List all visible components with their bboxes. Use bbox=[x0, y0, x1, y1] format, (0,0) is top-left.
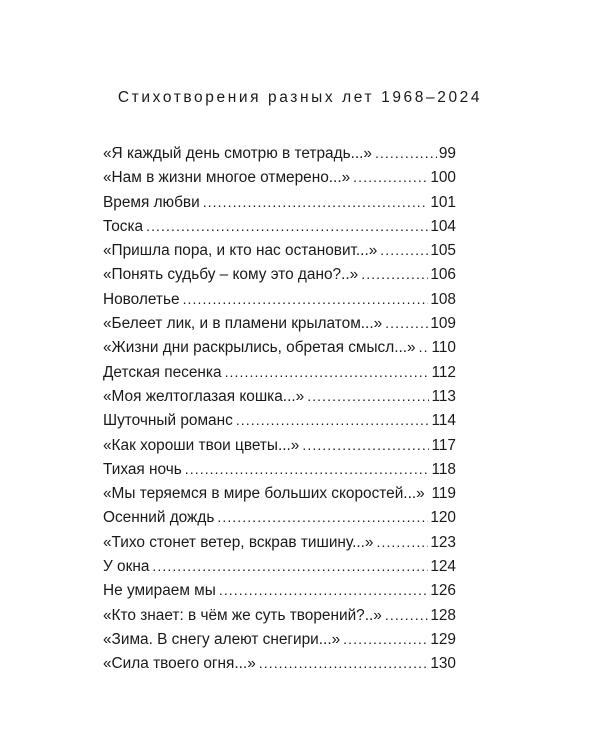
dot-leader bbox=[375, 141, 437, 165]
dot-leader bbox=[343, 627, 428, 651]
toc-entry-page-number: 126 bbox=[430, 582, 456, 600]
toc-entry-title: «Тихо стонет ветер, вскрав тишину...» bbox=[103, 533, 374, 551]
toc-entry-page-number: 104 bbox=[430, 217, 456, 235]
toc-entry-page-number: 123 bbox=[430, 533, 456, 551]
toc-entry-page-number: 110 bbox=[431, 339, 456, 357]
dot-leader bbox=[302, 433, 429, 457]
dot-leader bbox=[353, 165, 428, 189]
toc-entry bbox=[103, 190, 456, 214]
toc-entry bbox=[103, 651, 456, 675]
toc-entry-page-number: 117 bbox=[431, 436, 456, 454]
toc-entry bbox=[103, 627, 456, 651]
toc-entry-title: Новолетье bbox=[103, 290, 180, 308]
dot-leader bbox=[152, 554, 428, 578]
toc-entry bbox=[103, 481, 456, 505]
toc-entry bbox=[103, 262, 456, 286]
toc-entry-title: «Я каждый день смотрю в тетрадь...» bbox=[103, 145, 372, 162]
dot-leader bbox=[219, 578, 428, 602]
dot-leader bbox=[185, 457, 430, 481]
toc-entry-page-number: 106 bbox=[430, 266, 456, 284]
dot-leader bbox=[236, 408, 430, 432]
toc-entry-page-number: 128 bbox=[430, 606, 456, 624]
toc-entry bbox=[103, 287, 456, 311]
toc-entry-title: Время любви bbox=[103, 193, 200, 211]
toc-entry-page-number: 101 bbox=[430, 193, 456, 211]
toc-entry-title: «Моя желтоглазая кошка...» bbox=[103, 387, 305, 405]
toc-entry-page-number: 124 bbox=[430, 558, 456, 576]
toc-entry bbox=[103, 457, 456, 481]
toc-entry-title: «Белеет лик, и в пламени крылатом...» bbox=[103, 315, 383, 333]
dot-leader bbox=[146, 214, 428, 238]
toc-entry bbox=[103, 530, 456, 554]
dot-leader bbox=[385, 603, 428, 627]
toc-entry-page-number: 105 bbox=[430, 242, 456, 260]
toc-entry bbox=[103, 505, 456, 529]
toc-entry bbox=[103, 408, 456, 432]
toc-entry bbox=[103, 214, 456, 238]
toc-entry-page-number: 100 bbox=[430, 169, 456, 187]
toc-entry bbox=[103, 578, 456, 602]
toc-entry-title: «Мы теряемся в мире больших скоростей...» bbox=[103, 485, 425, 503]
toc-entry-page-number: 113 bbox=[431, 387, 456, 405]
toc-entry-page-number: 129 bbox=[430, 630, 456, 648]
toc-entry-page-number: 112 bbox=[431, 363, 456, 381]
dot-leader bbox=[376, 530, 428, 554]
toc-entry-title: Не умираем мы bbox=[103, 582, 216, 600]
toc-entry bbox=[103, 360, 456, 384]
dot-leader bbox=[428, 481, 430, 505]
toc-entry bbox=[103, 554, 456, 578]
toc-entry bbox=[103, 311, 456, 335]
section-title: Стихотворения разных лет 1968–2024 bbox=[117, 89, 483, 106]
toc-entry-title: Шуточный романс bbox=[103, 412, 233, 430]
toc-entry bbox=[103, 603, 456, 627]
dot-leader bbox=[259, 651, 429, 675]
dot-leader bbox=[380, 238, 428, 262]
dot-leader bbox=[225, 360, 430, 384]
toc-entry bbox=[103, 384, 456, 408]
toc-entry bbox=[103, 433, 456, 457]
toc-entry-title: «Сила твоего огня...» bbox=[103, 655, 256, 673]
dot-leader bbox=[307, 384, 429, 408]
dot-leader bbox=[361, 262, 428, 286]
toc-entry-page-number: 120 bbox=[430, 509, 456, 527]
toc-entry-title: «Жизни дни раскрылись, обретая смысл...» bbox=[103, 339, 416, 357]
toc-entry-title: Тихая ночь bbox=[103, 460, 182, 478]
toc-entry-page-number: 114 bbox=[431, 412, 456, 430]
toc-entry-title: «Нам в жизни многое отмерено...» bbox=[103, 169, 351, 187]
dot-leader bbox=[419, 335, 430, 359]
toc-entry-title: У окна bbox=[103, 558, 150, 576]
toc-entry-page-number: 130 bbox=[430, 655, 456, 673]
toc-entry-title: «Зима. В снегу алеют снегири...» bbox=[103, 630, 341, 648]
toc-entry-title: «Кто знает: в чём же суть творений?..» bbox=[103, 606, 382, 624]
table-of-contents bbox=[103, 141, 456, 676]
toc-entry bbox=[103, 165, 456, 189]
toc-entry-title: Детская песенка bbox=[103, 363, 222, 381]
toc-entry-title: «Как хороши твои цветы...» bbox=[103, 436, 300, 454]
toc-entry-page-number: 118 bbox=[431, 460, 456, 478]
toc-entry-title: Тоска bbox=[103, 217, 144, 235]
dot-leader bbox=[183, 287, 429, 311]
toc-entry-page-number: 108 bbox=[430, 290, 456, 308]
toc-entry-title: «Пришла пора, и кто нас остановит...» bbox=[103, 242, 378, 260]
toc-entry-title: Осенний дождь bbox=[103, 509, 215, 527]
toc-entry bbox=[103, 335, 456, 359]
dot-leader bbox=[385, 311, 428, 335]
toc-entry bbox=[103, 238, 456, 262]
toc-entry-page-number: 109 bbox=[430, 315, 456, 333]
dot-leader bbox=[217, 505, 428, 529]
toc-entry-page-number: 119 bbox=[431, 485, 456, 503]
toc-entry bbox=[103, 141, 456, 165]
toc-entry-page-number: 99 bbox=[438, 145, 456, 162]
toc-entry-title: «Понять судьбу – кому это дано?..» bbox=[103, 266, 359, 284]
dot-leader bbox=[203, 190, 429, 214]
